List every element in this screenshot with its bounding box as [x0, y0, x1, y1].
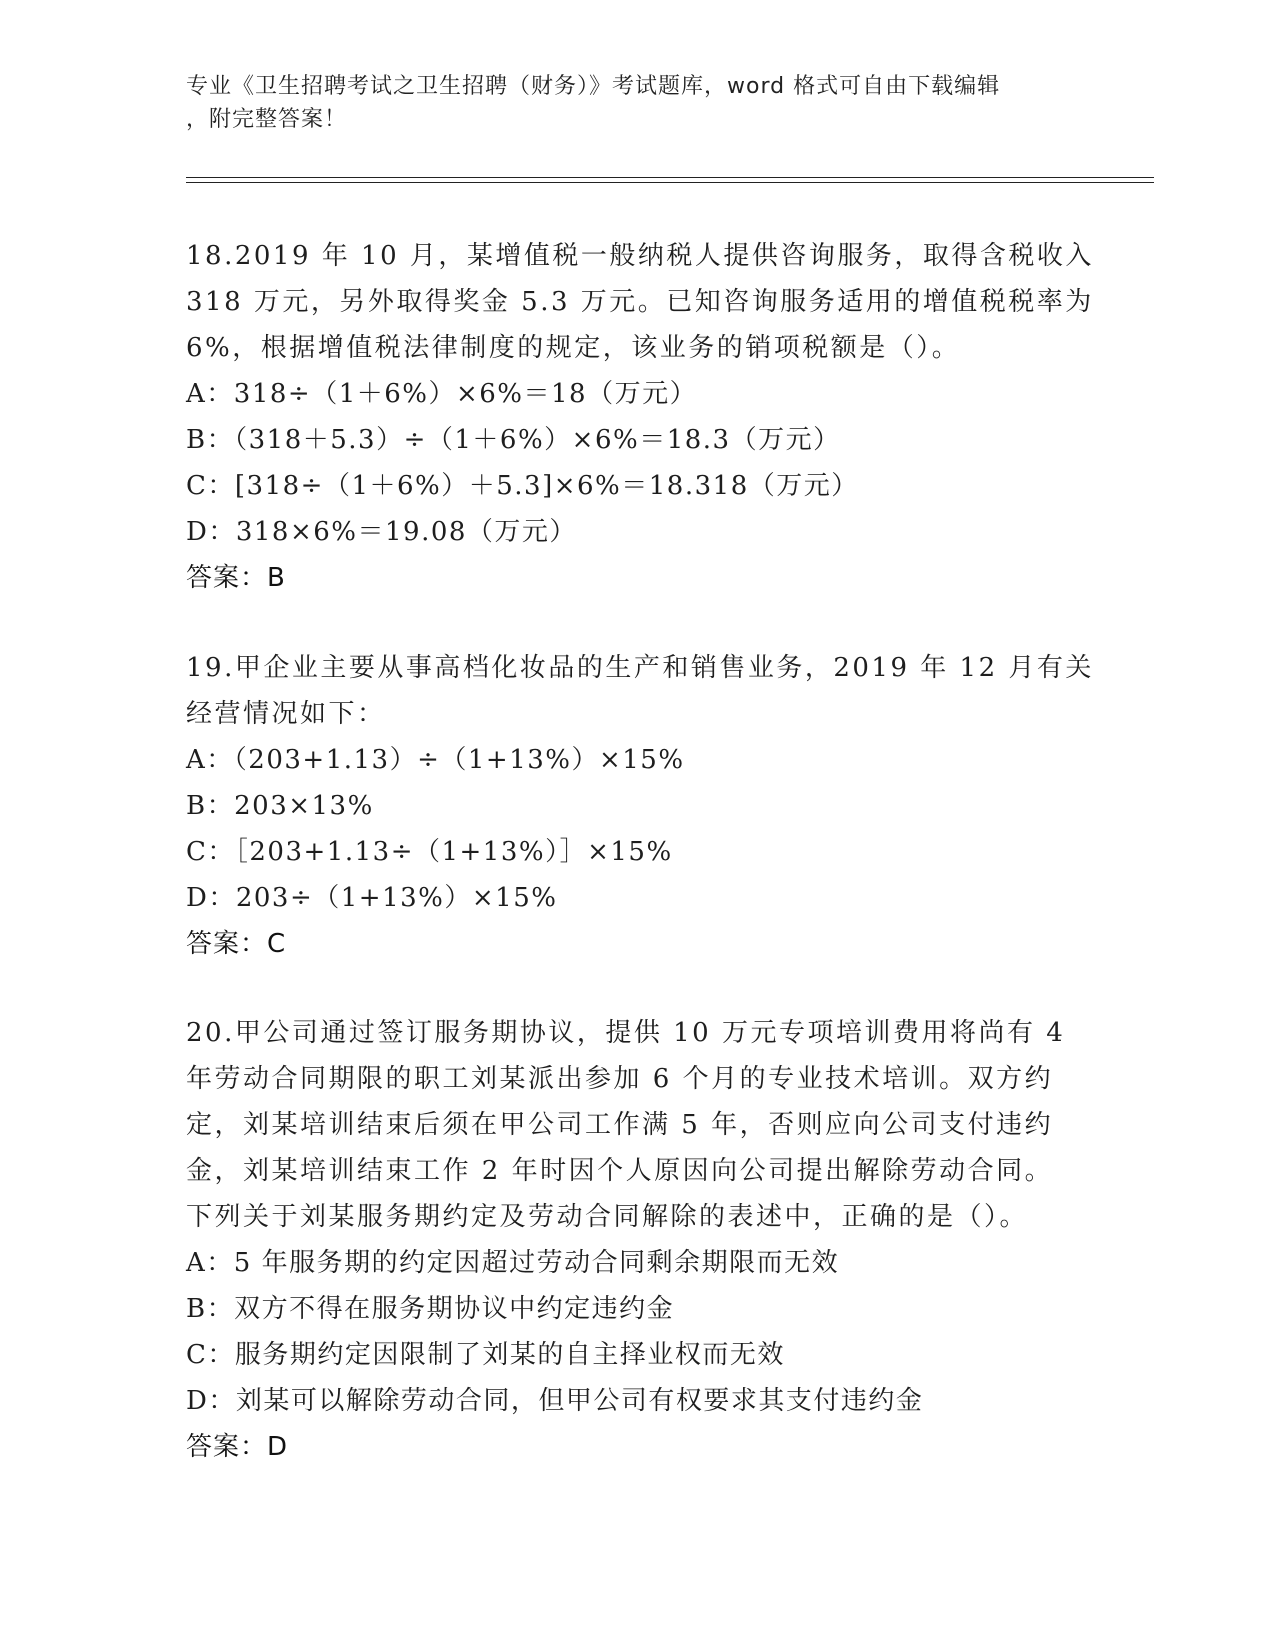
question-20-text-line-2: 年劳动合同期限的职工刘某派出参加 6 个月的专业技术培训。双方约 [186, 1064, 1054, 1094]
question-20-answer: 答案：D [186, 1432, 289, 1462]
question-19-option-b: B：203×13% [186, 791, 374, 821]
header-divider-bottom [186, 182, 1154, 183]
question-18-text-line-3: 6%，根据增值税法律制度的规定，该业务的销项税额是（）。 [186, 333, 961, 363]
question-18-text-line-2: 318 万元，另外取得奖金 5.3 万元。已知咨询服务适用的增值税税率为 [186, 287, 1094, 317]
question-18-answer: 答案：B [186, 563, 286, 593]
question-19-answer: 答案：C [186, 929, 287, 959]
document-header [186, 70, 1066, 136]
question-18-option-a: A：318÷（1＋6%）×6%＝18（万元） [186, 379, 698, 409]
question-18-option-d: D：318×6%＝19.08（万元） [186, 517, 577, 547]
header-divider-top [186, 177, 1154, 178]
question-20-text-line-4: 金，刘某培训结束工作 2 年时因个人原因向公司提出解除劳动合同。 [186, 1156, 1054, 1186]
question-18 [186, 233, 1094, 601]
question-19-option-d: D：203÷（1+13%）×15% [186, 883, 558, 913]
question-18-option-c: C：[318÷（1＋6%）＋5.3]×6%＝18.318（万元） [186, 471, 859, 501]
question-19-text-line-2: 经营情况如下： [186, 699, 386, 729]
question-20-option-b: B：双方不得在服务期协议中约定违约金 [186, 1294, 675, 1324]
question-19-option-c: C：［203+1.13÷（1+13%）］×15% [186, 837, 673, 867]
question-19 [186, 645, 1094, 967]
question-20 [186, 1010, 1086, 1470]
question-18-text-line-1: 18.2019 年 10 月，某增值税一般纳税人提供咨询服务，取得含税收入 [186, 241, 1094, 271]
question-19-text-line-1: 19.甲企业主要从事高档化妆品的生产和销售业务，2019 年 12 月有关 [186, 653, 1094, 683]
question-20-text-line-3: 定，刘某培训结束后须在甲公司工作满 5 年，否则应向公司支付违约 [186, 1110, 1054, 1140]
question-20-text-line-1: 20.甲公司通过签订服务期协议，提供 10 万元专项培训费用将尚有 4 [186, 1018, 1066, 1048]
question-20-option-a: A：5 年服务期的约定因超过劳动合同剩余期限而无效 [186, 1248, 840, 1278]
header-line-1: 专业《卫生招聘考试之卫生招聘（财务）》考试题库，word 格式可自由下载编辑 [186, 74, 1001, 99]
question-20-option-c: C：服务期约定因限制了刘某的自主择业权而无效 [186, 1340, 785, 1370]
question-18-option-b: B：（318＋5.3）÷（1＋6%）×6%＝18.3（万元） [186, 425, 841, 455]
question-19-option-a: A：（203+1.13）÷（1+13%）×15% [186, 745, 685, 775]
question-20-option-d: D：刘某可以解除劳动合同，但甲公司有权要求其支付违约金 [186, 1386, 924, 1416]
header-line-2: ，附完整答案！ [186, 107, 348, 132]
question-20-text-line-5: 下列关于刘某服务期约定及劳动合同解除的表述中，正确的是（）。 [186, 1202, 1029, 1232]
